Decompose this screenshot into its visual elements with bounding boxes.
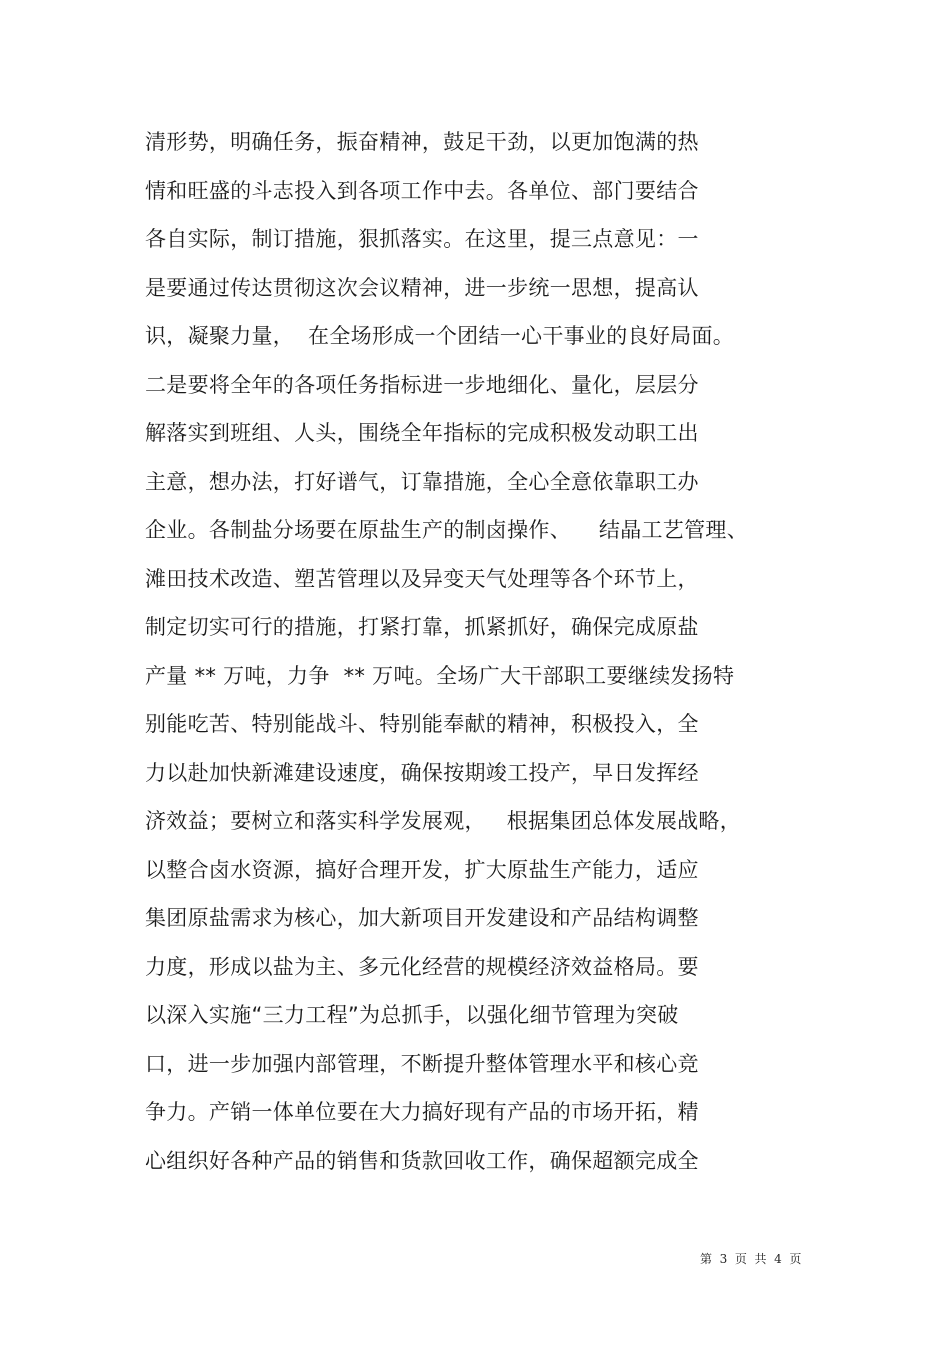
text-line: 心组织好各种产品的销售和货款回收工作，确保超额完成全 bbox=[145, 1148, 699, 1173]
text-line: 以整合卤水资源，搞好合理开发，扩大原盐生产能力，适应 bbox=[145, 857, 699, 882]
text-line: 企业。各制盐分场要在原盐生产的制卤操作、 结晶工艺管理、 bbox=[145, 518, 748, 542]
text-line: 口，进一步加强内部管理，不断提升整体管理水平和核心竞 bbox=[145, 1051, 699, 1076]
text-line: 二是要将全年的各项任务指标进一步地细化、量化，层层分 bbox=[145, 372, 699, 397]
text-line: 别能吃苦、特别能战斗、特别能奉献的精神，积极投入，全 bbox=[145, 712, 699, 736]
text-line: 滩田技术改造、塑苫管理以及异变天气处理等各个环节上， bbox=[145, 566, 699, 591]
text-line: 力以赴加快新滩建设速度，确保按期竣工投产，早日发挥经 bbox=[145, 760, 699, 785]
page-footer: 第 3 页 共 4 页 bbox=[700, 1252, 802, 1266]
body-text bbox=[145, 118, 845, 1185]
text-line: 集团原盐需求为核心，加大新项目开发建设和产品结构调整 bbox=[145, 906, 699, 930]
text-line: 解落实到班组、人头，围绕全年指标的完成积极发动职工出 bbox=[145, 421, 699, 445]
text-line: 情和旺盛的斗志投入到各项工作中去。各单位、部门要结合 bbox=[145, 178, 699, 203]
text-line: 识，凝聚力量， 在全场形成一个团结一心干事业的良好局面。 bbox=[145, 324, 735, 348]
text-line: 济效益；要树立和落实科学发展观， 根据集团总体发展战略， bbox=[145, 809, 742, 833]
text-line: 产量 ** 万吨，力争 ** 万吨。全场广大干部职工要继续发扬特 bbox=[145, 663, 735, 688]
text-line: 各自实际，制订措施，狠抓落实。在这里，提三点意见：一 bbox=[145, 227, 699, 251]
text-line: 以深入实施“三力工程”为总抓手，以强化细节管理为突破 bbox=[145, 1003, 679, 1027]
text-line: 力度，形成以盐为主、多元化经营的规模经济效益格局。要 bbox=[145, 954, 699, 979]
text-line: 主意，想办法，打好谱气，订靠措施，全心全意依靠职工办 bbox=[145, 469, 699, 494]
text-line: 制定切实可行的措施，打紧打靠，抓紧抓好，确保完成原盐 bbox=[145, 615, 699, 639]
text-line: 是要通过传达贯彻这次会议精神，进一步统一思想，提高认 bbox=[145, 275, 699, 300]
text-line: 清形势，明确任务，振奋精神，鼓足干劲，以更加饱满的热 bbox=[145, 130, 699, 154]
text-line: 争力。产销一体单位要在大力搞好现有产品的市场开拓，精 bbox=[145, 1100, 699, 1124]
